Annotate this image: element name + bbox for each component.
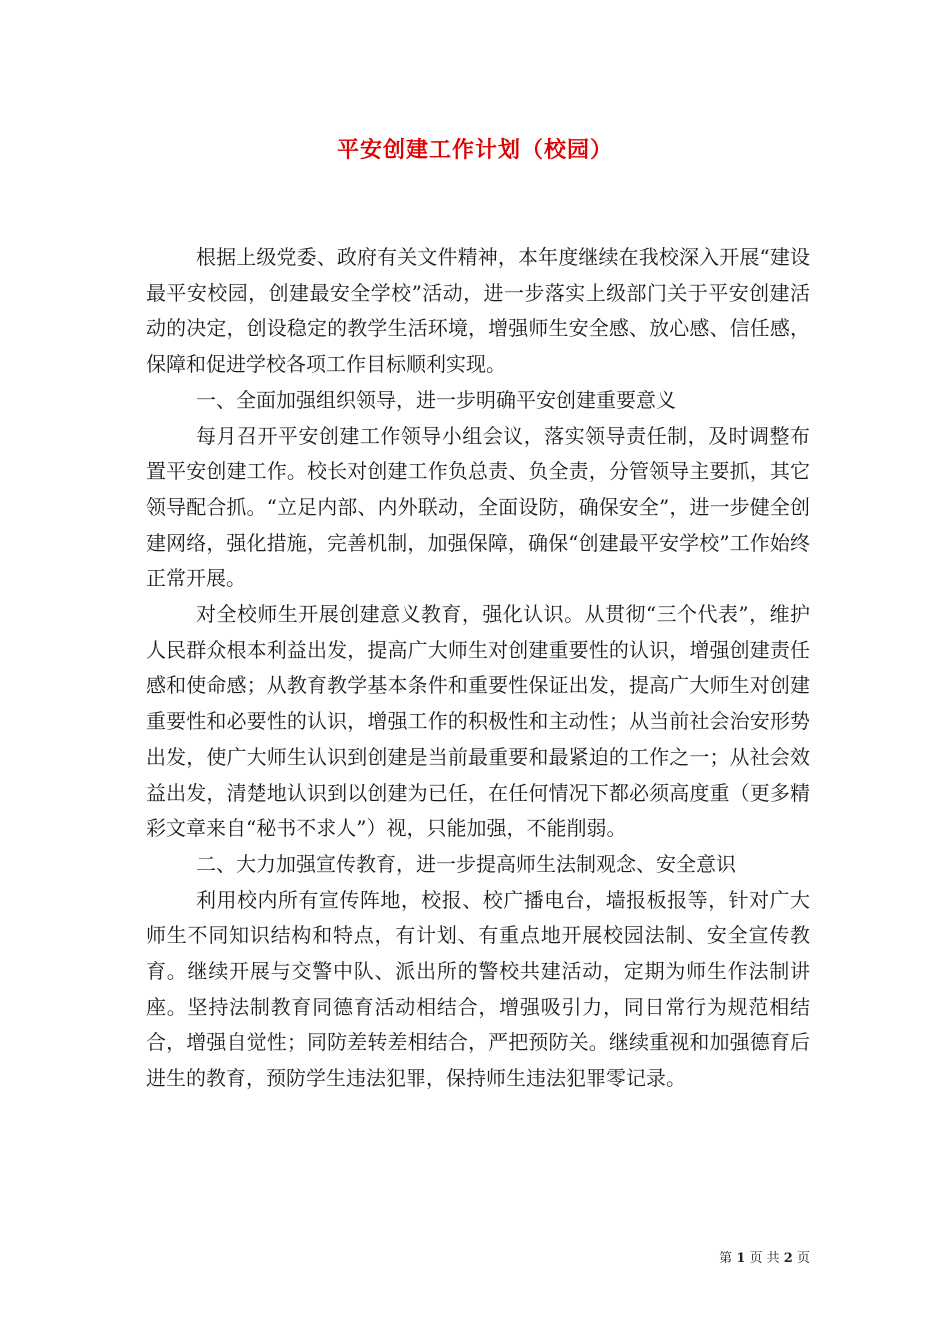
paragraph-section-1a: 每月召开平安创建工作领导小组会议，落实领导责任制，及时调整布置平安创建工作。校长对创建工作负总责、负全责，分管领导主要抓，其它领导配合抓。“立足内部、内外联动，全面设防，确保安全”，进一步健全创建网络，强化措施，完善机制，加强保障，确保“创建最平安学校”工作始终正常开展。 bbox=[146, 423, 810, 591]
footer-suffix: 页 bbox=[796, 1251, 810, 1266]
section-heading-2: 二、大力加强宣传教育，进一步提高师生法制观念、安全意识 bbox=[196, 851, 736, 876]
section-heading-1: 一、全面加强组织领导，进一步明确平安创建重要意义 bbox=[196, 387, 676, 412]
footer-middle: 页 共 bbox=[749, 1251, 780, 1266]
document-title: 平安创建工作计划（校园） bbox=[336, 137, 613, 163]
footer-total-pages: 2 bbox=[783, 1251, 793, 1266]
footer-prefix: 第 bbox=[719, 1251, 733, 1266]
paragraph-section-1b: 对全校师生开展创建意义教育，强化认识。从贯彻“三个代表”，维护人民群众根本利益出发，提高广大师生对创建重要性的认识，增强创建责任感和使命感；从教育教学基本条件和重要性保证出发，提高广大师生对创建重要性和必要性的认识，增强工作的积极性和主动性；从当前社会治安形势出发，使广大师生认识到创建是当前最重要和最紧迫的工作之一；从社会效益出发，清楚地认识到以创建为已任，在任何情况下都必须高度重（更多精彩文章来自“秘书不求人”）视，只能加强，不能削弱。 bbox=[146, 602, 810, 841]
paragraph-section-2a: 利用校内所有宣传阵地，校报、校广播电台，墙报板报等，针对广大师生不同知识结构和特点，有计划、有重点地开展校园法制、安全宣传教育。继续开展与交警中队、派出所的警校共建活动，定期为师生作法制讲座。坚持法制教育同德育活动相结合，增强吸引力，同日常行为规范相结合，增强自觉性；同防差转差相结合，严把预防关。继续重视和加强德育后进生的教育，预防学生违法犯罪，保持师生违法犯罪零记录。 bbox=[146, 887, 810, 1091]
page-number-footer bbox=[719, 1247, 810, 1266]
document-body bbox=[146, 240, 810, 1097]
paragraph-intro: 根据上级党委、政府有关文件精神，本年度继续在我校深入开展“建设最平安校园，创建最安全学校”活动，进一步落实上级部门关于平安创建活动的决定，创设稳定的教学生活环境，增强师生安全感、放心感、信任感，保障和促进学校各项工作目标顺利实现。 bbox=[146, 245, 810, 377]
footer-current-page: 1 bbox=[736, 1251, 746, 1266]
